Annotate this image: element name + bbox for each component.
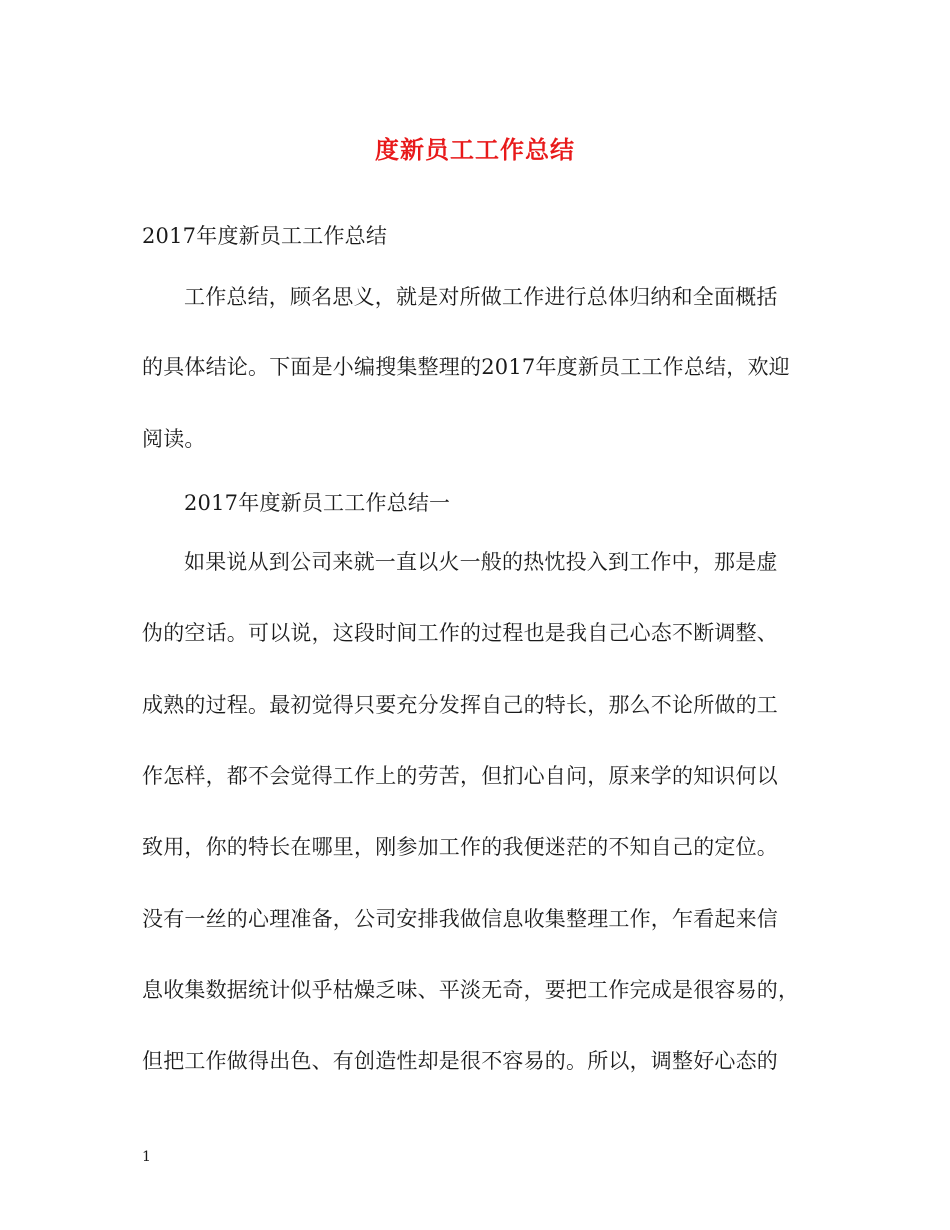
body-line-6: 伪的空话。可以说，这段时间工作的过程也是我自己心态不断调整、: [142, 621, 778, 645]
body-line-9: 致用，你的特长在哪里，刚参加工作的我便迷茫的不知自己的定位。: [142, 835, 778, 859]
body-line-5: 如果说从到公司来就一直以火一般的热忱投入到工作中，那是虚: [184, 550, 778, 574]
body-line-1: 工作总结，顾名思义，就是对所做工作进行总体归纳和全面概括: [184, 285, 778, 309]
body-line-10: 没有一丝的心理准备，公司安排我做信息收集整理工作，乍看起来信: [142, 907, 778, 931]
body-line-11: 息收集数据统计似乎枯燥乏味、平淡无奇，要把工作完成是很容易的，: [142, 978, 800, 1002]
section-heading: 2017年度新员工工作总结一: [184, 491, 451, 515]
body-line-8: 作怎样，都不会觉得工作上的劳苦，但扪心自问，原来学的知识何以: [142, 764, 778, 788]
body-line-2: 的具体结论。下面是小编搜集整理的2017年度新员工工作总结，欢迎: [142, 355, 790, 379]
body-line-3: 阅读。: [142, 427, 206, 451]
subtitle-line: 2017年度新员工工作总结: [142, 224, 388, 248]
document-title: 度新员工工作总结: [375, 135, 575, 164]
body-line-7: 成熟的过程。最初觉得只要充分发挥自己的特长，那么不论所做的工: [142, 693, 778, 717]
body-line-12: 但把工作做得出色、有创造性却是很不容易的。所以，调整好心态的: [142, 1049, 778, 1073]
page-number: 1: [142, 1149, 151, 1165]
